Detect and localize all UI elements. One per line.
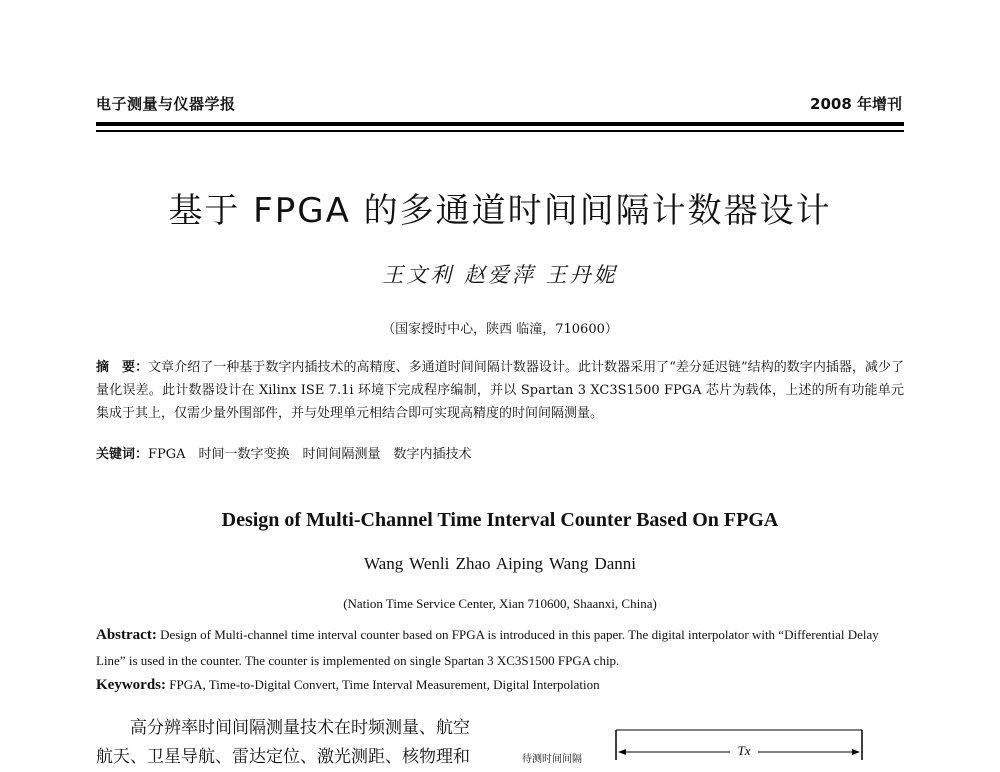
abstract-cn [96, 356, 904, 425]
timing-figure [522, 726, 882, 765]
paper-title-en: Design of Multi-Channel Time Interval Counter Based On FPGA [221, 509, 779, 531]
keywords-en [96, 677, 904, 694]
paper-title-cn: 基于 FPGA 的多通道时间间隔计数器设计 [168, 191, 832, 231]
header-rule-thick [96, 122, 904, 126]
timing-figure-svg [522, 726, 882, 760]
figure-tx-label: Tx [737, 743, 751, 758]
header-rule-thin [96, 130, 904, 132]
abstract-cn-label: 摘 要： [96, 360, 149, 375]
abstract-en-label: Abstract: [96, 627, 157, 643]
keywords-cn [96, 443, 904, 462]
authors-en: Wang Wenli Zhao Aiping Wang Danni [363, 554, 637, 573]
figure-label: 待测时间间隔 [522, 754, 582, 765]
figure-arrow-left [618, 749, 626, 755]
abstract-cn-text: 文章介绍了一种基于数字内插技术的高精度、多通道时间间隔计数器设计。此计数器采用了“差分延迟链”结构的数字内插器，减少了量化误差。此计数器设计在 Xilinx ISE 7.1i 环境下完成程序编制，并以 Spartan 3 XC3S1500 FPGA 芯片为载体，上述的所有功能单元集成于其上，仅需少量外围部件，并与处理单元相结合即可实现高精度的时间间隔测量。 [96, 360, 904, 421]
keywords-cn-text: FPGA 时间一数字变换 时间间隔测量 数字内插技术 [148, 447, 472, 462]
affiliation-cn: （国家授时中心，陕西 临潼，710600） [382, 322, 618, 337]
body-line-2: 航天、卫星导航、雷达定位、激光测距、核物理和 [96, 747, 470, 767]
keywords-cn-label: 关键词： [96, 447, 149, 462]
body-paragraph [96, 714, 496, 772]
figure-arrow-right [852, 749, 860, 755]
abstract-en [96, 622, 904, 673]
abstract-en-text: Design of Multi-channel time interval counter based on FPGA is introduced in this paper. The digital interpolator with “Differential Delay Line” is used in the counter. The counter is implemented on single Spartan 3 XC3S1500 FPGA chip. [96, 627, 879, 668]
authors-cn: 王文利 赵爱萍 王丹妮 [382, 263, 618, 287]
keywords-en-label: Keywords: [96, 677, 166, 693]
journal-name: 电子测量与仪器学报 [96, 95, 236, 113]
keywords-en-text: FPGA, Time-to-Digital Convert, Time Interval Measurement, Digital Interpolation [169, 677, 600, 692]
affiliation-en: (Nation Time Service Center, Xian 710600, Shaanxi, China) [343, 596, 657, 611]
issue-label: 2008 年增刊 [810, 95, 902, 113]
body-line-1: 高分辨率时间间隔测量技术在时频测量、航空 [130, 718, 470, 738]
